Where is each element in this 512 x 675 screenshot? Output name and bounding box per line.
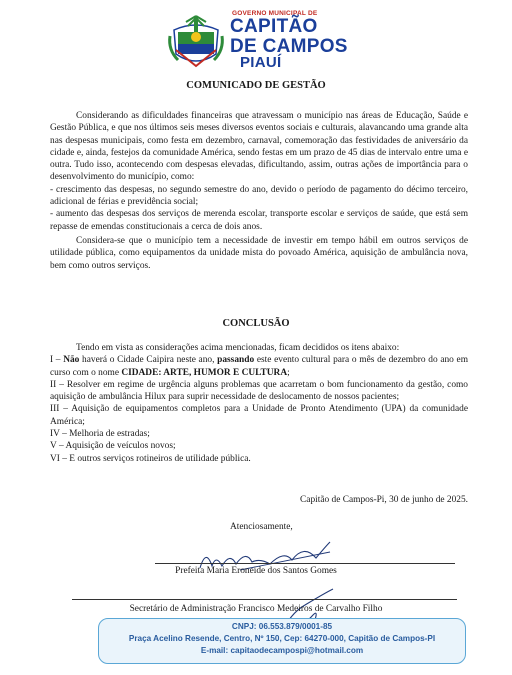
signature-line [72, 599, 457, 600]
municipal-crest-icon [166, 10, 226, 70]
bullet-item: - crescimento das despesas, no segundo semestre do ano, devido o período de pagamento do décimo terceiro, adicional de férias e previdência social; [50, 184, 468, 208]
decision-item: V – Aquisição de veículos novos; [50, 441, 176, 452]
conclusion-section [50, 342, 468, 465]
decision-item: IV – Melhoria de estradas; [50, 429, 150, 440]
item-bold: Não [63, 355, 80, 366]
decision-item-1 [50, 354, 468, 379]
consider-section [50, 235, 468, 272]
footer-address: Praça Acelino Resende, Centro, Nº 150, Cep: 64270-000, Capitão de Campos-PI [128, 634, 436, 643]
item-text: este evento cultural para o mês de dezembro do ano em curso com o nome [50, 355, 468, 378]
date-line: Capitão de Campos-Pi, 30 de junho de 2025. [300, 495, 468, 505]
closing-salutation: Atenciosamente, [230, 522, 293, 532]
decision-item: II – Resolver em regime de urgência alguns problemas que acarretam o bom funcionamento da gestão, como aquisição de ambulância Hilux para suprir necessidade de deslocamento de nossos pacientes; [50, 379, 468, 403]
consider-paragraph: Considera-se que o município tem a necessidade de investir em tempo hábil em outros serviços de utilidade pública, como equipamentos da unidade mista do povoado América, aquisição de ambulância nova, bem como outros serviços. [50, 236, 468, 271]
footer-contact-box [98, 618, 466, 664]
document-title: COMUNICADO DE GESTÃO [186, 80, 326, 91]
conclusion-intro: Tendo em vista as considerações acima mencionadas, ficam decididos os itens abaixo: [76, 343, 400, 353]
letterhead [0, 4, 512, 70]
org-name-line2: DE CAMPOS [230, 36, 348, 57]
org-prefix: GOVERNO MUNICIPAL DE [232, 10, 318, 17]
decision-item: III – Aquisição de equipamentos completos para a Unidade de Pronto Atendimento (UPA) da comunidade América; [50, 404, 468, 427]
signatory-secretary: Secretário de Administração Francisco Medeiros de Carvalho Filho [129, 604, 383, 614]
decision-item: VI – E outros serviços rotineiros de utilidade pública. [50, 453, 251, 464]
item-bold: passando [217, 355, 255, 366]
item-text: ; [287, 367, 290, 378]
item-prefix: I – [50, 355, 64, 366]
conclusion-title: CONCLUSÃO [222, 318, 290, 329]
item-text: haverá o Cidade Caipira neste ano, [79, 355, 218, 366]
org-name-line1: CAPITÃO [230, 16, 318, 37]
intro-section [50, 110, 468, 233]
signatory-mayor: Prefeita Maria Eroneide dos Santos Gomes [175, 566, 337, 576]
footer-email: E-mail: capitaodecampospi@hotmail.com [200, 646, 364, 655]
signature-line [155, 563, 455, 564]
bullet-item: - aumento das despesas dos serviços de merenda escolar, transporte escolar e serviços de saúde, que está sem repasse de emendas constitucionais a cerca de dois anos. [50, 209, 468, 232]
footer-cnpj: CNPJ: 06.553.879/0001-85 [231, 622, 333, 631]
intro-paragraph: Considerando as dificuldades financeiras que atravessam o município nas áreas de Educação, Saúde e Gestão Pública, e que nos últimos seis meses diversos eventos sociais e culturais, alavancando uma grande alta nas despesas municipais, como festa em dezembro, carnaval, comemoração das festividades de aniversário da cidade e, ainda, festejos da comunidade América, sendo festas em um prazo de 45 dias de intervalo entre uma e outra. Tudo isso, acontecendo com despesas elevadas, dificultando, assim, outras ações de importância para o desenvolvimento do município, como: [50, 111, 468, 183]
event-name: CIDADE: ARTE, HUMOR E CULTURA [121, 367, 288, 378]
org-name-line3: PIAUÍ [240, 54, 282, 71]
